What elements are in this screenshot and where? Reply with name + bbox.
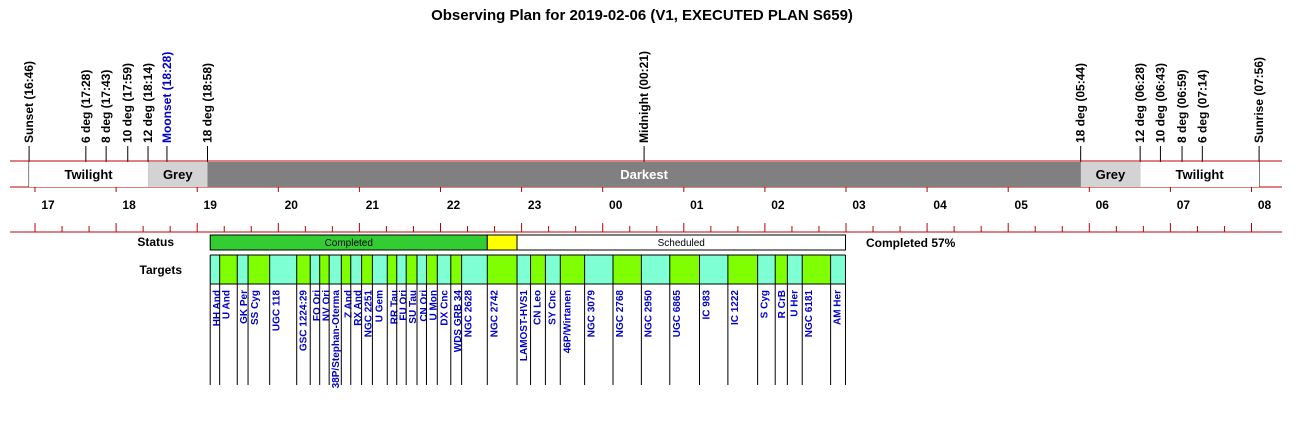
hour-tick-label: 06 bbox=[1095, 198, 1109, 212]
hour-tick-label: 23 bbox=[527, 198, 542, 212]
hour-tick-label: 19 bbox=[203, 198, 217, 212]
target-name: NGC 2950 bbox=[643, 290, 655, 338]
target-block-u-gem-12 bbox=[372, 255, 387, 284]
target-name: HH And bbox=[212, 290, 224, 327]
target-block-ngc-2628-20 bbox=[462, 255, 488, 284]
target-block-fu-ori-14 bbox=[397, 255, 406, 284]
target-block-lamost-hvs1-22 bbox=[517, 255, 531, 284]
target-block-rx-and-10 bbox=[351, 255, 362, 284]
target-name: UGC 6865 bbox=[671, 290, 683, 338]
target-name: LAMOST-HVS1 bbox=[519, 290, 531, 362]
event-label: 8 deg (06:59) bbox=[1175, 69, 1190, 143]
target-name: NGC 2251 bbox=[363, 290, 375, 338]
event-label: Sunrise (07:56) bbox=[1252, 56, 1267, 143]
event-label: 12 deg (18:14) bbox=[141, 62, 156, 143]
status-segment-label: Completed bbox=[324, 238, 373, 249]
event-label: 6 deg (07:14) bbox=[1195, 69, 1210, 143]
target-name: CN Ori bbox=[419, 290, 431, 322]
event-label: 8 deg (17:43) bbox=[99, 69, 114, 143]
sky-segment-label: Grey bbox=[1095, 167, 1126, 182]
target-block-cn-ori-16 bbox=[417, 255, 426, 284]
target-block-nv-ori-7 bbox=[320, 255, 329, 284]
target-block-rr-tau-13 bbox=[387, 255, 396, 284]
target-block-sy-cnc-24 bbox=[545, 255, 560, 284]
event-label: 10 deg (06:43) bbox=[1153, 62, 1168, 143]
event-label: Sunset (16:46) bbox=[22, 60, 37, 143]
target-block-fo-ori-6 bbox=[310, 255, 319, 284]
event-label: 12 deg (06:28) bbox=[1133, 62, 1148, 143]
target-block-wds-grb-34-19 bbox=[451, 255, 462, 284]
hour-tick-label: 20 bbox=[284, 198, 298, 212]
target-name: NGC 3079 bbox=[586, 290, 598, 338]
sky-segment-label: Darkest bbox=[620, 167, 668, 182]
status-row-label: Status bbox=[137, 235, 174, 249]
target-block-s-cyg-32 bbox=[758, 255, 776, 284]
target-block-ngc-2742-21 bbox=[487, 255, 517, 284]
target-block-46p-wirtanen-25 bbox=[560, 255, 584, 284]
event-label: Moonset (18:28) bbox=[159, 51, 174, 143]
hour-tick-label: 00 bbox=[609, 198, 623, 212]
target-block-am-her-36 bbox=[831, 255, 846, 284]
target-name: SY Cnc bbox=[547, 290, 559, 325]
event-label: 6 deg (17:28) bbox=[78, 69, 93, 143]
event-label: 10 deg (17:59) bbox=[120, 62, 135, 143]
event-label: 18 deg (18:58) bbox=[200, 62, 215, 143]
target-name: S Cyg bbox=[759, 290, 771, 319]
target-block-gk-per-2 bbox=[237, 255, 248, 284]
target-name: U Mon bbox=[428, 290, 440, 321]
target-block-dx-cnc-18 bbox=[437, 255, 451, 284]
target-block-38p-stephan-oterma-8 bbox=[329, 255, 341, 284]
hour-tick-label: 21 bbox=[365, 198, 380, 212]
targets-bar bbox=[210, 255, 845, 388]
target-name: RX And bbox=[352, 290, 364, 326]
sky-segment-label: Twilight bbox=[64, 167, 113, 182]
hour-tick-label: 17 bbox=[41, 198, 55, 212]
hour-tick-label: 02 bbox=[771, 198, 785, 212]
target-block-ngc-2950-28 bbox=[641, 255, 669, 284]
target-name: 38P/Stephan-Oterma bbox=[331, 290, 343, 389]
target-name: SS Cyg bbox=[250, 290, 262, 326]
event-label: Midnight (00:21) bbox=[637, 51, 652, 143]
target-name: UGC 118 bbox=[271, 290, 283, 332]
target-name: RR Tau bbox=[389, 290, 401, 325]
target-name: FO Ori bbox=[312, 290, 324, 322]
target-name: DX Cnc bbox=[439, 290, 451, 326]
target-block-z-and-9 bbox=[341, 255, 350, 284]
hour-tick-label: 03 bbox=[852, 198, 866, 212]
target-block-u-mon-17 bbox=[426, 255, 437, 284]
hour-tick-label: 05 bbox=[1014, 198, 1028, 212]
target-block-hh-and-0 bbox=[210, 255, 219, 284]
target-block-cn-leo-23 bbox=[531, 255, 546, 284]
target-name: R CrB bbox=[777, 290, 789, 319]
target-block-ngc-6181-35 bbox=[802, 255, 830, 284]
target-name: GK Per bbox=[239, 290, 251, 324]
target-name: WDS GRB 34 bbox=[452, 289, 464, 353]
hour-tick-label: 18 bbox=[122, 198, 136, 212]
target-name: NGC 2768 bbox=[614, 290, 626, 338]
target-name: IC 983 bbox=[701, 290, 713, 320]
target-block-r-crb-33 bbox=[775, 255, 787, 284]
target-block-ic-983-30 bbox=[700, 255, 728, 284]
status-segment-in-progress-1 bbox=[487, 235, 517, 250]
target-name: SU Tau bbox=[408, 290, 420, 324]
event-label: 18 deg (05:44) bbox=[1073, 62, 1088, 143]
target-name: CN Leo bbox=[532, 290, 544, 325]
hour-tick-label: 04 bbox=[933, 198, 947, 212]
status-segment-label: Scheduled bbox=[657, 238, 705, 249]
target-block-u-her-34 bbox=[787, 255, 802, 284]
target-name: NV Ori bbox=[321, 290, 333, 322]
sky-segment-label: Twilight bbox=[1175, 167, 1224, 182]
sky-condition-bar bbox=[10, 161, 1282, 232]
target-block-u-and-1 bbox=[220, 255, 238, 284]
target-block-ngc-2251-11 bbox=[362, 255, 373, 284]
target-name: NGC 2628 bbox=[463, 290, 475, 338]
target-name: NGC 2742 bbox=[489, 289, 501, 338]
target-block-ugc-118-4 bbox=[270, 255, 297, 284]
sky-segment-label: Grey bbox=[162, 167, 193, 182]
status-bar bbox=[210, 235, 845, 250]
target-name: IC 1222 bbox=[729, 290, 741, 326]
target-block-ngc-2768-27 bbox=[613, 255, 641, 284]
target-name: GSC 1224:29 bbox=[298, 290, 310, 352]
completion-summary: Completed 57% bbox=[866, 236, 956, 250]
target-block-ngc-3079-26 bbox=[585, 255, 613, 284]
target-block-su-tau-15 bbox=[406, 255, 417, 284]
hour-tick-label: 22 bbox=[446, 198, 461, 212]
target-block-gsc-1224-29-5 bbox=[297, 255, 311, 284]
target-name: NGC 6181 bbox=[804, 290, 816, 338]
target-name: AM Her bbox=[832, 290, 844, 326]
target-name: U Her bbox=[789, 290, 801, 317]
target-name: 46P/Wirtanen bbox=[562, 290, 574, 354]
hour-axis bbox=[35, 187, 1271, 232]
hour-tick-label: 01 bbox=[690, 198, 704, 212]
target-block-ss-cyg-3 bbox=[248, 255, 270, 284]
chart-title: Observing Plan for 2019-02-06 (V1, EXECUTED PLAN S659) bbox=[431, 7, 853, 24]
target-name: FU Ori bbox=[398, 290, 410, 321]
target-block-ic-1222-31 bbox=[728, 255, 758, 284]
target-name: U Gem bbox=[374, 290, 386, 323]
hour-tick-label: 08 bbox=[1257, 198, 1272, 212]
targets-row-label: Targets bbox=[139, 263, 182, 277]
target-block-ugc-6865-29 bbox=[670, 255, 700, 284]
target-name: Z And bbox=[343, 290, 355, 318]
hour-tick-label: 07 bbox=[1176, 198, 1191, 212]
target-name: U And bbox=[221, 290, 233, 320]
